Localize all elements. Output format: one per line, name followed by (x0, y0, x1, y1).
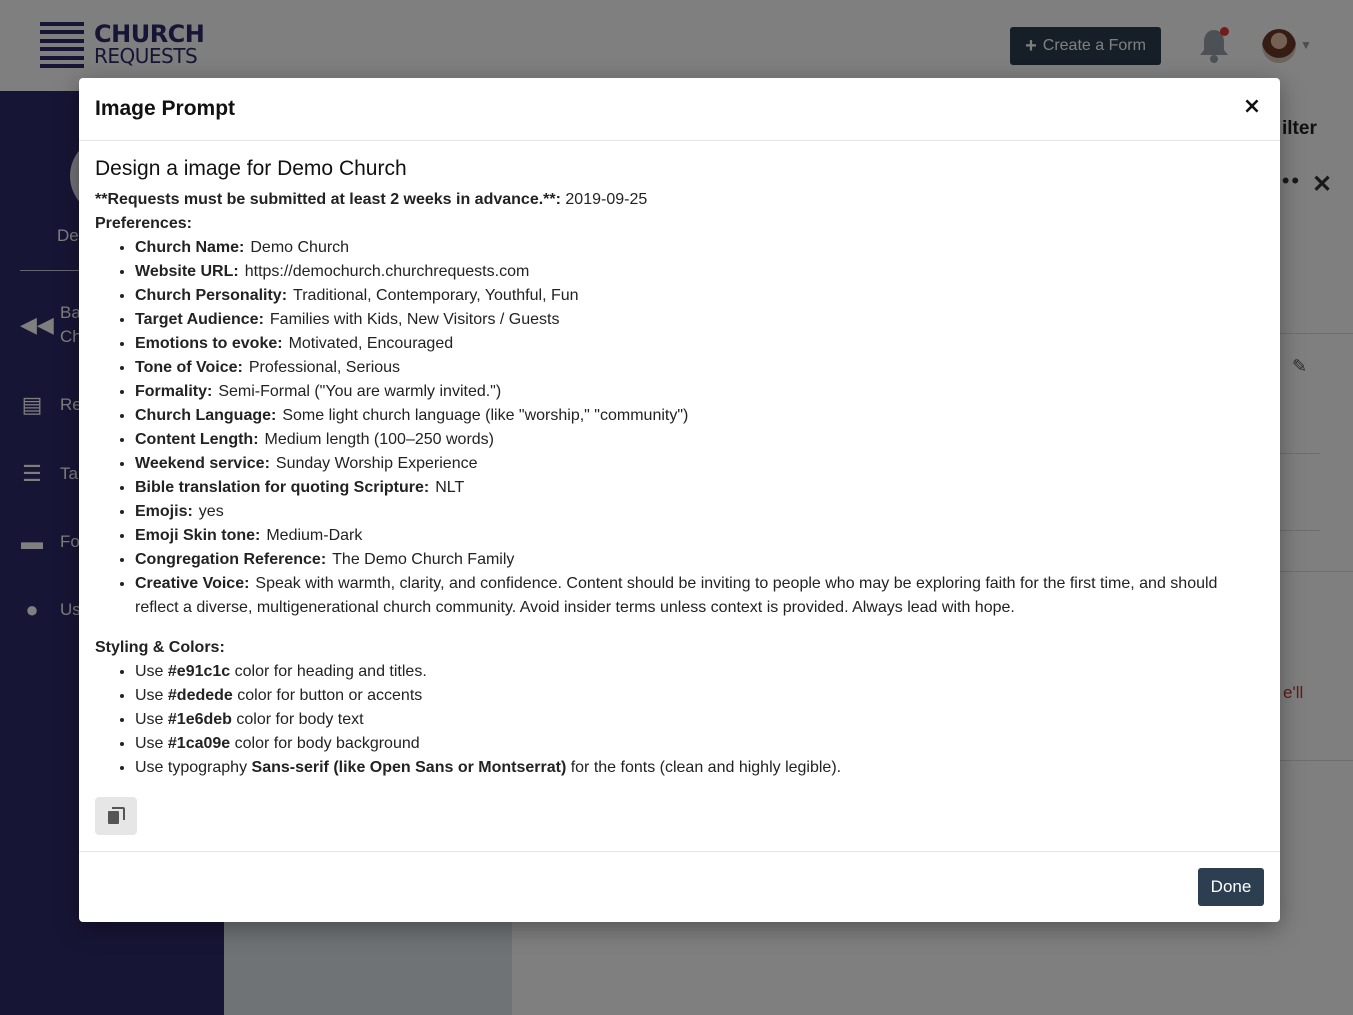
styling-pre: Use (135, 687, 168, 704)
preference-item (135, 428, 1265, 452)
styling-bold: #1ca09e (167, 735, 231, 752)
preference-value: Traditional, Contemporary, Youthful, Fun (293, 287, 579, 304)
styling-pre: Use typography (135, 759, 252, 776)
styling-pre: Use (135, 711, 168, 728)
preference-value: Sunday Worship Experience (275, 455, 478, 472)
preferences-label: Preferences: (95, 215, 192, 232)
styling-pre: Use (135, 663, 168, 680)
styling-post: color for button or accents (232, 687, 423, 704)
styling-item (135, 756, 1265, 780)
preference-item (135, 332, 1265, 356)
preference-item (135, 284, 1265, 308)
preference-value: NLT (435, 479, 465, 496)
preference-value: The Demo Church Family (332, 551, 515, 568)
styling-list (95, 660, 1265, 780)
styling-bold: Sans-serif (like Open Sans or Montserrat) (251, 759, 567, 776)
deadline-label: **Requests must be submitted at least 2 weeks in advance.**: (95, 191, 561, 208)
image-prompt-modal (79, 78, 1280, 922)
copy-button[interactable] (95, 797, 137, 835)
styling-post: color for body text (231, 711, 364, 728)
preference-key: Website URL: (135, 263, 239, 280)
deadline-line (95, 188, 1265, 212)
styling-label: Styling & Colors: (95, 639, 225, 656)
preference-key: Formality: (135, 383, 213, 400)
preference-item (135, 572, 1265, 620)
preference-value: https://demochurch.churchrequests.com (244, 263, 530, 280)
preference-item (135, 380, 1265, 404)
preference-key: Church Personality: (135, 287, 288, 304)
preference-key: Emoji Skin tone: (135, 527, 261, 544)
preference-item (135, 236, 1265, 260)
preference-key: Church Language: (135, 407, 277, 424)
preference-item (135, 476, 1265, 500)
preference-value: Semi-Formal ("You are warmly invited.") (218, 383, 502, 400)
preference-value: Motivated, Encouraged (288, 335, 454, 352)
preference-key: Church Name: (135, 239, 245, 256)
styling-item (135, 684, 1265, 708)
preference-value: Families with Kids, New Visitors / Guests (269, 311, 560, 328)
preference-item (135, 548, 1265, 572)
deadline-value: 2019-09-25 (565, 191, 648, 208)
styling-bold: #1e6deb (167, 711, 232, 728)
preference-value: Speak with warmth, clarity, and confidence. Content should be inviting to people who may be exploring faith for the first time, and should reflect a diverse, multigenerational church community. Avoid insider terms unless context is provided. Always lead with hope. (135, 575, 1218, 616)
preference-item (135, 524, 1265, 548)
preference-item (135, 404, 1265, 428)
modal-footer (79, 851, 1280, 922)
preference-value: yes (198, 503, 224, 520)
preference-value: Demo Church (250, 239, 350, 256)
preference-key: Content Length: (135, 431, 259, 448)
styling-post: color for body background (230, 735, 420, 752)
preference-key: Tone of Voice: (135, 359, 243, 376)
preference-value: Medium-Dark (266, 527, 363, 544)
styling-pre: Use (135, 735, 168, 752)
preference-item (135, 452, 1265, 476)
preferences-list (95, 236, 1265, 620)
preference-item (135, 308, 1265, 332)
close-icon[interactable]: × (1242, 94, 1262, 119)
preference-key: Creative Voice: (135, 575, 250, 592)
preference-key: Bible translation for quoting Scripture: (135, 479, 430, 496)
styling-item (135, 708, 1265, 732)
preference-item (135, 260, 1265, 284)
preference-key: Congregation Reference: (135, 551, 327, 568)
preference-key: Target Audience: (135, 311, 264, 328)
styling-bold: #dedede (167, 687, 233, 704)
styling-post: color for heading and titles. (230, 663, 427, 680)
styling-bold: #e91c1c (167, 663, 231, 680)
modal-title: Image Prompt (95, 97, 236, 120)
preference-value: Some light church language (like "worship," "community") (282, 407, 689, 424)
preference-value: Professional, Serious (248, 359, 401, 376)
preference-key: Weekend service: (135, 455, 270, 472)
styling-item (135, 660, 1265, 684)
preference-key: Emotions to evoke: (135, 335, 283, 352)
preference-key: Emojis: (135, 503, 193, 520)
prompt-heading: Design a image for Demo Church (95, 157, 407, 180)
copy-icon (107, 807, 125, 825)
preference-item (135, 356, 1265, 380)
preference-item (135, 500, 1265, 524)
modal-body (95, 156, 1265, 780)
styling-item (135, 732, 1265, 756)
styling-post: for the fonts (clean and highly legible). (566, 759, 842, 776)
modal-header (79, 78, 1280, 141)
done-button[interactable]: Done (1198, 868, 1264, 906)
preference-value: Medium length (100–250 words) (264, 431, 494, 448)
